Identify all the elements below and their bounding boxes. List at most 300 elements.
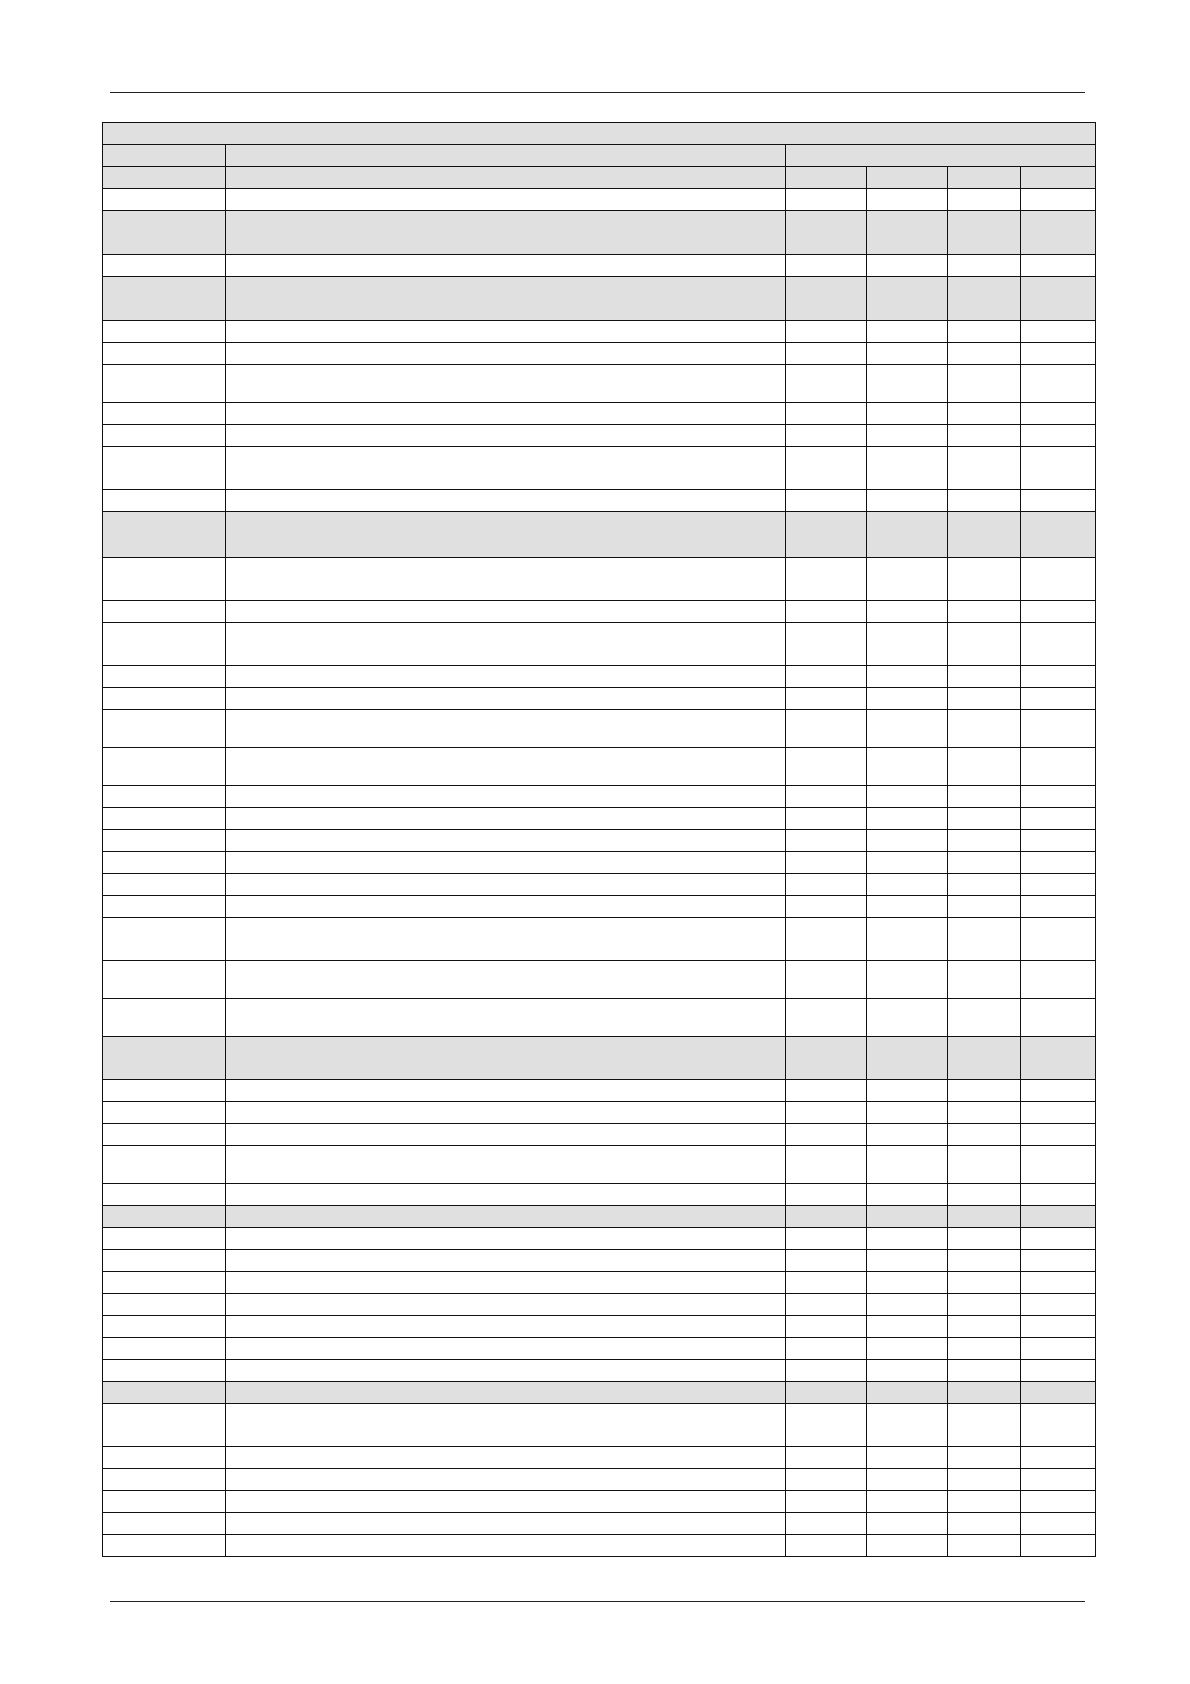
- table-cell: [948, 447, 1021, 490]
- table-cell: [786, 211, 867, 255]
- table-cell: [226, 852, 786, 874]
- table-cell: [948, 748, 1021, 786]
- table-cell: [226, 710, 786, 748]
- table-cell: [226, 601, 786, 623]
- table-cell: [786, 1146, 867, 1184]
- table-cell: [226, 623, 786, 666]
- table-cell: [948, 1382, 1021, 1404]
- table-cell: [948, 710, 1021, 748]
- table-cell: [226, 277, 786, 321]
- table-cell: [1021, 1228, 1096, 1250]
- table-cell: [867, 1447, 948, 1469]
- table-cell: [103, 601, 226, 623]
- table-cell: [1021, 1080, 1096, 1102]
- table-row: [103, 852, 1096, 874]
- table-row: [103, 1382, 1096, 1404]
- table-cell: [1021, 321, 1096, 343]
- table-cell: [226, 1535, 786, 1557]
- table-cell: [1021, 874, 1096, 896]
- table-cell: [226, 666, 786, 688]
- table-cell: [103, 1447, 226, 1469]
- table-cell: [1021, 255, 1096, 277]
- table-row: [103, 123, 1096, 145]
- table-cell: [103, 1294, 226, 1316]
- table-cell: [226, 1250, 786, 1272]
- table-cell: [786, 1124, 867, 1146]
- table-cell: [867, 999, 948, 1037]
- table-cell: [786, 167, 867, 189]
- table-cell: [226, 1184, 786, 1206]
- table-cell: [786, 1535, 867, 1557]
- table-cell: [786, 688, 867, 710]
- table-cell: [867, 830, 948, 852]
- table-cell: [1021, 688, 1096, 710]
- table-cell: [226, 403, 786, 425]
- table-row: [103, 1184, 1096, 1206]
- table-row: [103, 1360, 1096, 1382]
- table-cell: [103, 1206, 226, 1228]
- table-cell: [103, 512, 226, 558]
- table-cell: [103, 1102, 226, 1124]
- table-cell: [1021, 808, 1096, 830]
- table-cell: [867, 748, 948, 786]
- table-cell: [1021, 1469, 1096, 1491]
- table-cell: [226, 830, 786, 852]
- table-cell: [226, 1338, 786, 1360]
- table-cell: [867, 688, 948, 710]
- table-cell: [226, 255, 786, 277]
- table-cell: [948, 1316, 1021, 1338]
- table-row: [103, 961, 1096, 999]
- table-cell: [786, 277, 867, 321]
- table-cell: [1021, 1491, 1096, 1513]
- table-cell: [867, 874, 948, 896]
- table-cell: [103, 558, 226, 601]
- table-cell: [226, 1124, 786, 1146]
- table-body: [103, 123, 1096, 1557]
- table-cell: [103, 1360, 226, 1382]
- table-cell: [103, 1228, 226, 1250]
- table-cell: [1021, 1360, 1096, 1382]
- table-cell: [948, 490, 1021, 512]
- table-cell: [226, 1491, 786, 1513]
- table-cell: [948, 1513, 1021, 1535]
- table-row: [103, 666, 1096, 688]
- table-cell: [867, 852, 948, 874]
- table-cell: [867, 255, 948, 277]
- table-cell: [867, 1037, 948, 1080]
- table-row: [103, 490, 1096, 512]
- table-cell: [867, 1124, 948, 1146]
- table-cell: [867, 1206, 948, 1228]
- table-cell: [948, 961, 1021, 999]
- table-cell: [1021, 852, 1096, 874]
- table-cell: [867, 961, 948, 999]
- table-cell: [103, 623, 226, 666]
- table-cell: [786, 1447, 867, 1469]
- table-row: [103, 558, 1096, 601]
- table-row: [103, 145, 1096, 167]
- table-cell: [103, 808, 226, 830]
- table-cell: [226, 874, 786, 896]
- table-cell: [226, 558, 786, 601]
- table-cell: [786, 1228, 867, 1250]
- table-cell: [786, 1382, 867, 1404]
- table-row: [103, 1294, 1096, 1316]
- table-cell: [948, 255, 1021, 277]
- table-cell: [786, 961, 867, 999]
- table-cell: [226, 1037, 786, 1080]
- table-cell: [867, 1250, 948, 1272]
- table-cell: [1021, 1206, 1096, 1228]
- table-cell: [948, 558, 1021, 601]
- table-cell: [103, 167, 226, 189]
- table-cell: [786, 1250, 867, 1272]
- table-row: [103, 512, 1096, 558]
- table-row: [103, 343, 1096, 365]
- table-cell: [103, 1491, 226, 1513]
- table-cell: [786, 1513, 867, 1535]
- table-cell: [786, 830, 867, 852]
- table-cell: [948, 1080, 1021, 1102]
- table-cell: [786, 1037, 867, 1080]
- table-cell: [103, 1250, 226, 1272]
- table-cell: [1021, 786, 1096, 808]
- table-cell: [226, 748, 786, 786]
- table-cell: [948, 343, 1021, 365]
- table-cell: [867, 666, 948, 688]
- table-cell: [786, 896, 867, 918]
- table-cell: [1021, 1513, 1096, 1535]
- table-cell: [103, 688, 226, 710]
- table-row: [103, 1404, 1096, 1447]
- table-cell: [786, 852, 867, 874]
- table-cell: [226, 1447, 786, 1469]
- table-cell: [786, 365, 867, 403]
- table-cell: [786, 1338, 867, 1360]
- table-cell: [948, 321, 1021, 343]
- table-cell: [103, 1080, 226, 1102]
- table-cell: [1021, 403, 1096, 425]
- table-row: [103, 1206, 1096, 1228]
- table-cell: [948, 808, 1021, 830]
- table-row: [103, 1146, 1096, 1184]
- table-cell: [786, 145, 1096, 167]
- table-cell: [867, 277, 948, 321]
- table-cell: [948, 277, 1021, 321]
- table-row: [103, 321, 1096, 343]
- table-cell: [1021, 1037, 1096, 1080]
- table-cell: [948, 999, 1021, 1037]
- table-cell: [226, 1469, 786, 1491]
- table-cell: [948, 666, 1021, 688]
- table-cell: [226, 211, 786, 255]
- table-cell: [226, 512, 786, 558]
- table-cell: [226, 961, 786, 999]
- table-row: [103, 255, 1096, 277]
- table-cell: [226, 1206, 786, 1228]
- table-cell: [226, 999, 786, 1037]
- table-cell: [786, 255, 867, 277]
- table-cell: [103, 1184, 226, 1206]
- table-cell: [226, 1102, 786, 1124]
- table-cell: [867, 403, 948, 425]
- table-cell: [103, 918, 226, 961]
- table-cell: [867, 425, 948, 447]
- table-cell: [786, 1080, 867, 1102]
- table-cell: [948, 365, 1021, 403]
- table-cell: [1021, 748, 1096, 786]
- table-cell: [867, 1513, 948, 1535]
- table-cell: [867, 1338, 948, 1360]
- table-row: [103, 623, 1096, 666]
- table-cell: [867, 343, 948, 365]
- table-row: [103, 1250, 1096, 1272]
- table-cell: [867, 447, 948, 490]
- table-cell: [103, 710, 226, 748]
- table-cell: [103, 321, 226, 343]
- table-cell: [103, 1535, 226, 1557]
- table-cell: [226, 1080, 786, 1102]
- table-cell: [1021, 1404, 1096, 1447]
- table-row: [103, 189, 1096, 211]
- table-cell: [226, 1382, 786, 1404]
- table-cell: [948, 1206, 1021, 1228]
- table-cell: [948, 623, 1021, 666]
- table-cell: [103, 403, 226, 425]
- table-cell: [226, 189, 786, 211]
- data-table: [102, 122, 1096, 1557]
- table-cell: [103, 666, 226, 688]
- table-cell: [786, 710, 867, 748]
- table-row: [103, 918, 1096, 961]
- table-cell: [226, 786, 786, 808]
- table-cell: [1021, 277, 1096, 321]
- table-cell: [786, 1316, 867, 1338]
- table-cell: [867, 1360, 948, 1382]
- table-row: [103, 425, 1096, 447]
- table-cell: [226, 1146, 786, 1184]
- table-cell: [786, 874, 867, 896]
- table-cell: [103, 211, 226, 255]
- table-cell: [103, 1404, 226, 1447]
- table-cell: [226, 425, 786, 447]
- table-cell: [103, 490, 226, 512]
- table-cell: [948, 874, 1021, 896]
- table-cell: [948, 1184, 1021, 1206]
- table-cell: [948, 1404, 1021, 1447]
- table-cell: [226, 447, 786, 490]
- table-cell: [786, 189, 867, 211]
- table-cell: [786, 1206, 867, 1228]
- table-cell: [948, 167, 1021, 189]
- table-cell: [867, 1080, 948, 1102]
- table-cell: [786, 808, 867, 830]
- table-cell: [103, 123, 1096, 145]
- table-cell: [1021, 1382, 1096, 1404]
- table-cell: [103, 961, 226, 999]
- table-row: [103, 601, 1096, 623]
- table-cell: [867, 1102, 948, 1124]
- table-cell: [226, 365, 786, 403]
- table-cell: [948, 1338, 1021, 1360]
- table-cell: [786, 786, 867, 808]
- table-cell: [1021, 1294, 1096, 1316]
- table-cell: [103, 365, 226, 403]
- table-row: [103, 710, 1096, 748]
- table-cell: [1021, 211, 1096, 255]
- table-row: [103, 1491, 1096, 1513]
- table-cell: [226, 1513, 786, 1535]
- table-cell: [1021, 512, 1096, 558]
- table-cell: [867, 321, 948, 343]
- table-row: [103, 1447, 1096, 1469]
- table-cell: [948, 1272, 1021, 1294]
- table-cell: [226, 1360, 786, 1382]
- table-cell: [948, 1360, 1021, 1382]
- table-cell: [948, 1294, 1021, 1316]
- table-cell: [226, 688, 786, 710]
- table-row: [103, 1102, 1096, 1124]
- table-row: [103, 1080, 1096, 1102]
- table-cell: [1021, 1184, 1096, 1206]
- table-cell: [1021, 425, 1096, 447]
- table-cell: [1021, 1338, 1096, 1360]
- table-cell: [786, 1272, 867, 1294]
- table-cell: [103, 277, 226, 321]
- table-cell: [948, 918, 1021, 961]
- table-cell: [948, 1228, 1021, 1250]
- table-cell: [786, 1102, 867, 1124]
- table-cell: [948, 189, 1021, 211]
- table-cell: [786, 623, 867, 666]
- table-cell: [867, 1316, 948, 1338]
- table-cell: [226, 167, 786, 189]
- footer-rule: [110, 1601, 1085, 1602]
- table-cell: [786, 425, 867, 447]
- table-row: [103, 277, 1096, 321]
- table-cell: [1021, 896, 1096, 918]
- table-row: [103, 1228, 1096, 1250]
- table-cell: [103, 1146, 226, 1184]
- table-cell: [867, 896, 948, 918]
- table-cell: [1021, 1316, 1096, 1338]
- table-cell: [948, 786, 1021, 808]
- table-cell: [867, 808, 948, 830]
- table-cell: [103, 999, 226, 1037]
- table-cell: [103, 1338, 226, 1360]
- table-cell: [1021, 447, 1096, 490]
- table-row: [103, 1037, 1096, 1080]
- table-cell: [1021, 1124, 1096, 1146]
- table-cell: [948, 1250, 1021, 1272]
- table-row: [103, 167, 1096, 189]
- table-cell: [226, 1272, 786, 1294]
- table-cell: [786, 1360, 867, 1382]
- table-cell: [103, 830, 226, 852]
- table-cell: [1021, 999, 1096, 1037]
- table-cell: [1021, 490, 1096, 512]
- table-cell: [948, 1447, 1021, 1469]
- table-cell: [226, 1294, 786, 1316]
- table-cell: [1021, 601, 1096, 623]
- table-cell: [1021, 167, 1096, 189]
- table-cell: [867, 1184, 948, 1206]
- table-cell: [948, 403, 1021, 425]
- table-cell: [867, 558, 948, 601]
- table-cell: [867, 1491, 948, 1513]
- table-cell: [1021, 343, 1096, 365]
- table-cell: [867, 365, 948, 403]
- table-cell: [948, 830, 1021, 852]
- table-cell: [103, 255, 226, 277]
- table-cell: [103, 1513, 226, 1535]
- table-cell: [226, 896, 786, 918]
- table-row: [103, 874, 1096, 896]
- table-cell: [948, 211, 1021, 255]
- table-cell: [226, 1316, 786, 1338]
- table-row: [103, 1338, 1096, 1360]
- table-cell: [1021, 710, 1096, 748]
- table-row: [103, 808, 1096, 830]
- table-cell: [948, 425, 1021, 447]
- table-cell: [786, 343, 867, 365]
- table-cell: [103, 1037, 226, 1080]
- table-cell: [103, 852, 226, 874]
- table-cell: [786, 601, 867, 623]
- table-cell: [103, 189, 226, 211]
- table-cell: [1021, 1146, 1096, 1184]
- table-cell: [867, 1146, 948, 1184]
- table-cell: [1021, 1535, 1096, 1557]
- table-row: [103, 447, 1096, 490]
- table-row: [103, 688, 1096, 710]
- table-cell: [226, 918, 786, 961]
- table-cell: [1021, 1102, 1096, 1124]
- table-cell: [867, 189, 948, 211]
- table-cell: [948, 852, 1021, 874]
- table-row: [103, 403, 1096, 425]
- table-cell: [1021, 918, 1096, 961]
- table-cell: [1021, 1272, 1096, 1294]
- table-cell: [948, 1102, 1021, 1124]
- table-cell: [786, 403, 867, 425]
- table-cell: [786, 490, 867, 512]
- table-cell: [867, 490, 948, 512]
- table-cell: [226, 343, 786, 365]
- table-cell: [948, 1535, 1021, 1557]
- table-cell: [867, 1535, 948, 1557]
- table-cell: [226, 145, 786, 167]
- table-row: [103, 999, 1096, 1037]
- table-cell: [103, 1382, 226, 1404]
- table-cell: [786, 1404, 867, 1447]
- table-cell: [1021, 1447, 1096, 1469]
- table-row: [103, 786, 1096, 808]
- table-row: [103, 748, 1096, 786]
- table-cell: [786, 321, 867, 343]
- table-cell: [867, 1404, 948, 1447]
- table-row: [103, 211, 1096, 255]
- table-row: [103, 1316, 1096, 1338]
- table-cell: [948, 601, 1021, 623]
- table-cell: [948, 688, 1021, 710]
- table-cell: [867, 1469, 948, 1491]
- table-cell: [867, 710, 948, 748]
- table-cell: [103, 425, 226, 447]
- table-cell: [786, 447, 867, 490]
- table-cell: [867, 1294, 948, 1316]
